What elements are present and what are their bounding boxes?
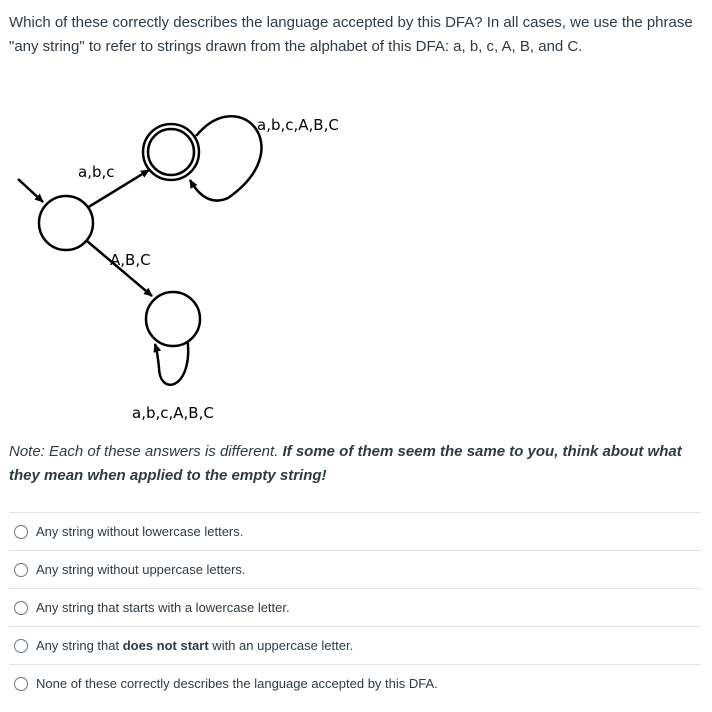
answer-label-before: Any string that <box>36 638 123 653</box>
radio-button[interactable] <box>14 563 28 577</box>
label-start-to-accept: a,b,c <box>78 163 115 181</box>
answer-option-4[interactable] <box>9 626 701 664</box>
radio-button[interactable] <box>14 677 28 691</box>
answer-option-2[interactable] <box>9 550 701 588</box>
answer-option-3[interactable] <box>9 588 701 626</box>
answer-option-5[interactable] <box>9 664 701 702</box>
accept-state-inner <box>148 129 194 175</box>
answer-label: Any string without lowercase letters. <box>36 524 244 539</box>
question-text: Which of these correctly describes the language accepted by this DFA? In all cases, we use the phrase "any string" to refer to strings drawn from the alphabet of this DFA: a, b, c, A, B, and C. <box>9 14 693 55</box>
answer-label-after: with an uppercase letter. <box>208 638 354 653</box>
label-dead-loop: a,b,c,A,B,C <box>132 404 214 422</box>
label-start-to-dead: A,B,C <box>110 251 151 269</box>
dead-state <box>146 292 200 346</box>
answer-label-bold: does not start <box>122 638 209 653</box>
start-arrow <box>18 179 43 202</box>
start-state <box>39 196 93 250</box>
answer-option-1[interactable] <box>9 512 701 550</box>
answer-label <box>36 638 353 653</box>
answer-label: Any string without uppercase letters. <box>36 562 246 577</box>
dfa-diagram <box>0 88 712 428</box>
note-emphasis: If some of them seem the same to you, think about what they mean when applied to the empty string! <box>9 443 682 484</box>
label-accept-loop: a,b,c,A,B,C <box>257 116 339 134</box>
answer-list <box>9 512 701 702</box>
answer-label: Any string that starts with a lowercase letter. <box>36 600 290 615</box>
answer-label: None of these correctly describes the language accepted by this DFA. <box>36 676 438 691</box>
note-text <box>9 440 699 488</box>
note-prefix: Note: Each of these answers is different. <box>9 443 279 460</box>
radio-button[interactable] <box>14 525 28 539</box>
accept-self-loop <box>190 116 261 200</box>
radio-button[interactable] <box>14 639 28 653</box>
radio-button[interactable] <box>14 601 28 615</box>
